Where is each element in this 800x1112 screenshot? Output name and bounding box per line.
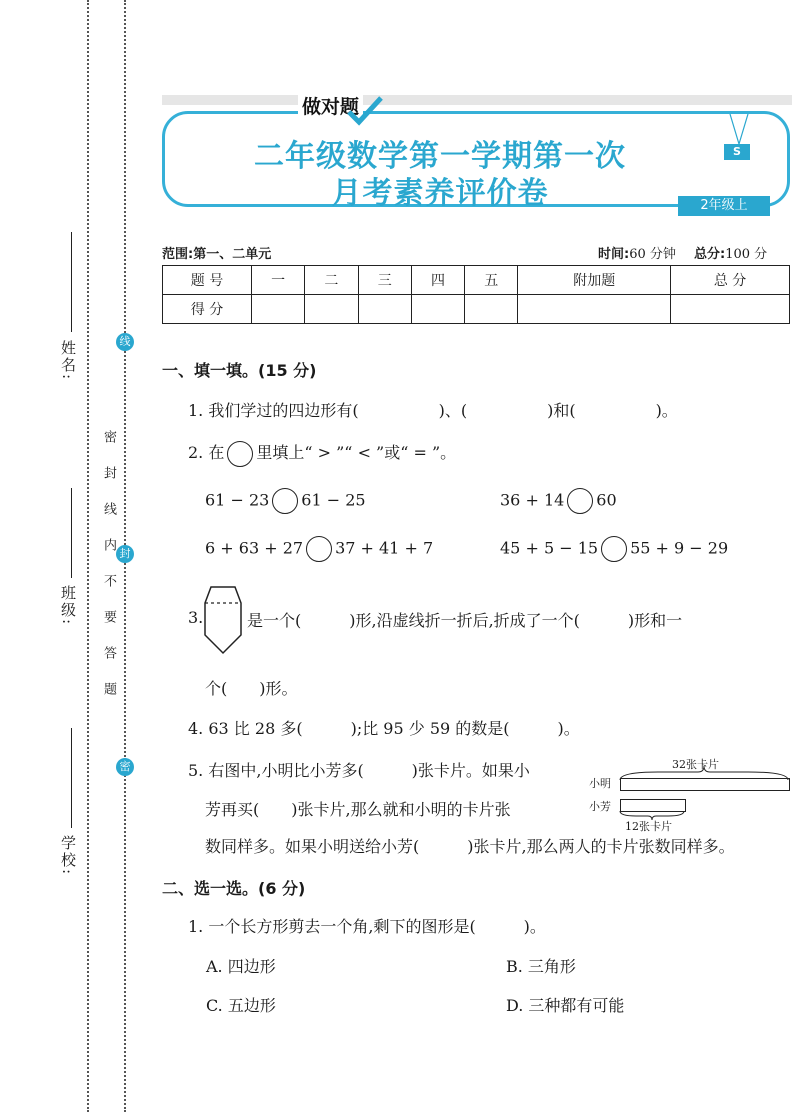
fig-name-xiaofang: 小芳 [589, 800, 611, 813]
grade-tag: 2年级上 [678, 196, 770, 216]
time-label: 时间: [598, 247, 630, 262]
score-input-cell[interactable] [305, 295, 358, 324]
compare-item-a [205, 488, 366, 514]
question-2-1: 1. 一个长方形剪去一个角,剩下的图形是( )。 [188, 917, 546, 936]
xiaoming-bar [620, 778, 790, 791]
question-1-3-cont: 个( )形。 [205, 679, 298, 698]
name-label: 姓名: [59, 340, 77, 382]
question-1-2 [188, 440, 456, 467]
total-value: 100 分 [725, 247, 768, 262]
expr-right: 61 − 25 [301, 490, 366, 510]
banner-top-bar [162, 95, 792, 105]
compare-item-d [500, 536, 728, 562]
section2-title: 二、选一选。(6 分) [162, 879, 306, 898]
question-1-4: 4. 63 比 28 多( );比 95 少 59 的数是( )。 [188, 719, 580, 738]
score-table-score-row [163, 295, 790, 324]
expr-left: 45 + 5 − 15 [500, 538, 599, 558]
binding-dotted-line-outer [87, 0, 89, 1112]
compare-circle[interactable] [567, 488, 593, 514]
expr-right: 55 + 9 − 29 [630, 538, 729, 558]
s-badge-icon: S [724, 144, 750, 160]
header-cell: 二 [305, 266, 358, 295]
question-1-5-line1: 5. 右图中,小明比小芳多( )张卡片。如果小 [188, 761, 530, 780]
option-a[interactable]: A. 四边形 [206, 957, 276, 976]
expr-left: 61 − 23 [205, 490, 270, 510]
section1-title: 一、填一填。(15 分) [162, 361, 317, 380]
expr-left: 6 + 63 + 27 [205, 538, 304, 558]
name-underline [71, 232, 72, 332]
q2-prefix: 2. 在 [188, 443, 225, 462]
compare-item-b [500, 488, 617, 514]
time-value: 60 分钟 [629, 247, 676, 262]
seal-feng-icon: 封 [116, 545, 134, 563]
exam-range: 范围:第一、二单元 [162, 247, 272, 262]
question-1-5-line3: 数同样多。如果小明送给小芳( )张卡片,那么两人的卡片张数同样多。 [205, 837, 735, 856]
class-underline [71, 488, 72, 578]
score-input-cell[interactable] [358, 295, 411, 324]
fig-bottom-label: 12张卡片 [625, 820, 672, 833]
compare-circle-example [227, 441, 253, 467]
fig-top-label: 32张卡片 [672, 758, 719, 771]
question-1-3: 是一个( )形,沿虚线折一折后,折成了一个( )形和一 [247, 611, 683, 630]
score-row-label: 得 分 [163, 295, 252, 324]
total-label: 总分: [694, 247, 726, 262]
title-line-2: 月考素养评价卷 [331, 176, 549, 211]
expr-right: 37 + 41 + 7 [335, 538, 434, 558]
compare-circle[interactable] [306, 536, 332, 562]
class-label: 班级: [59, 585, 77, 627]
header-cell: 四 [411, 266, 464, 295]
header-cell: 总 分 [671, 266, 790, 295]
header-cell: 五 [465, 266, 518, 295]
option-d[interactable]: D. 三种都有可能 [506, 996, 625, 1015]
expr-left: 36 + 14 [500, 490, 565, 510]
score-input-cell[interactable] [518, 295, 671, 324]
option-c[interactable]: C. 五边形 [206, 996, 276, 1015]
school-underline [71, 728, 72, 828]
question-1-3-number: 3. [188, 608, 204, 627]
brand-logo: 做对题 [298, 92, 363, 119]
pendant-string-icon [728, 114, 750, 146]
question-1-5-line2: 芳再买( )张卡片,那么就和小明的卡片张 [205, 800, 511, 819]
header-cell: 附加题 [518, 266, 671, 295]
header-cell: 题 号 [163, 266, 252, 295]
school-label: 学校: [59, 835, 77, 877]
compare-circle[interactable] [601, 536, 627, 562]
score-input-cell[interactable] [411, 295, 464, 324]
time-info [598, 243, 767, 262]
compare-item-c [205, 536, 433, 562]
check-mark-icon [345, 96, 385, 126]
seal-mi-icon: 密 [116, 758, 134, 776]
compare-circle[interactable] [272, 488, 298, 514]
hexagon-shape-figure [203, 585, 243, 655]
fig-name-xiaoming: 小明 [589, 777, 611, 790]
expr-right: 60 [596, 490, 617, 510]
score-input-cell[interactable] [465, 295, 518, 324]
header-cell: 一 [252, 266, 305, 295]
option-b[interactable]: B. 三角形 [506, 957, 576, 976]
score-table-header-row [163, 266, 790, 295]
q2-suffix: 里填上“ > ”“ < ”或“ = ”。 [256, 443, 457, 462]
score-table [162, 265, 790, 324]
question-1-1: 1. 我们学过的四边形有( )、( )和( )。 [188, 401, 678, 420]
seal-warning-text: 密 封 线 内 不 要 答 题 [101, 430, 116, 699]
seal-xian-icon: 线 [116, 333, 134, 351]
score-input-cell[interactable] [671, 295, 790, 324]
header-cell: 三 [358, 266, 411, 295]
score-input-cell[interactable] [252, 295, 305, 324]
title-line-1: 二年级数学第一学期第一次 [254, 139, 626, 174]
